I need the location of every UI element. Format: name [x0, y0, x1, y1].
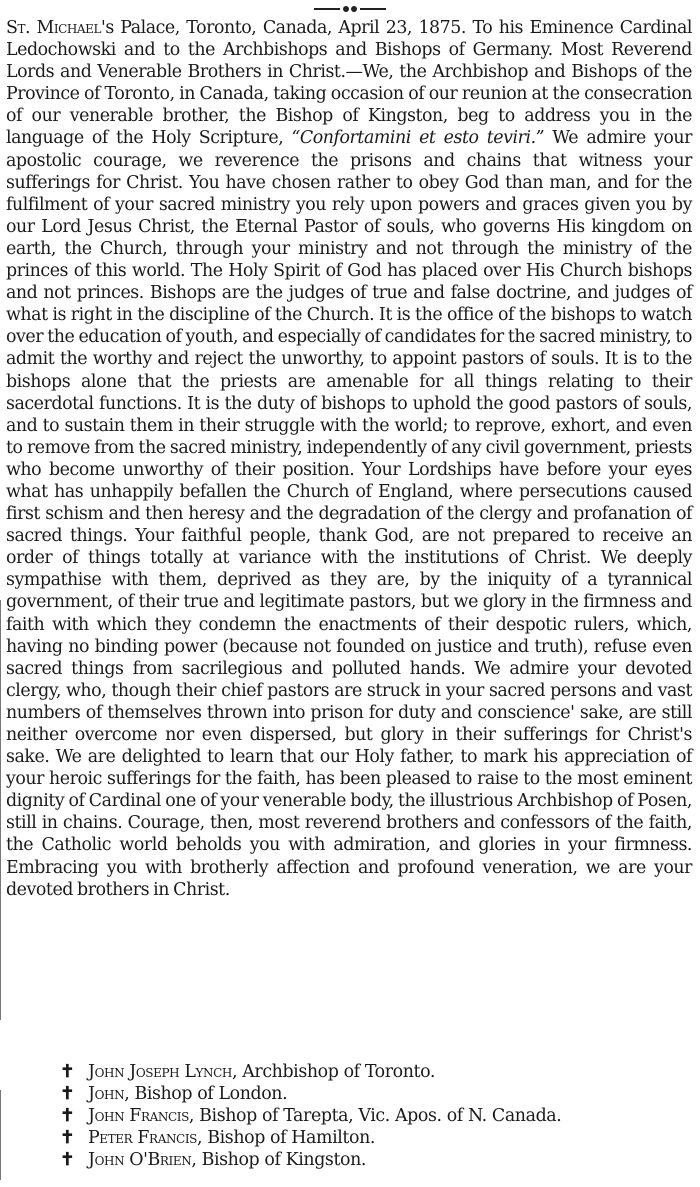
letter-salutation-text: To his Eminence Cardinal Ledochowski and to the Archbishops and Bishops of Germany. Most Reverend Lords and Venerable Brothers in Christ.—We, the Archbishop and Bishops of the Province of Toronto, in Canada, taking occasion of our reunion at the consecration of our venerable brother, the Bishop of Kingston, beg to address you in the language of the Holy Scripture, — [6, 18, 692, 149]
signatory-name: John — [88, 1084, 125, 1105]
signature-line — [60, 1105, 690, 1127]
signature-line — [60, 1083, 690, 1105]
cross-icon: ✝ — [60, 1084, 75, 1105]
signatory-title: , Archbishop of Toronto. — [231, 1062, 436, 1082]
cross-icon: ✝ — [60, 1062, 75, 1082]
signature-line — [60, 1127, 690, 1149]
section-divider-ornament — [0, 2, 700, 16]
letter-place-name: St. Michael — [6, 18, 101, 38]
page-edge-mark — [0, 600, 1, 1020]
signatory-name: John O'Brien — [88, 1150, 192, 1171]
signature-list — [60, 1061, 690, 1171]
signatory-name: John Joseph Lynch — [88, 1062, 232, 1082]
signature-line — [60, 1149, 690, 1171]
cross-icon: ✝ — [60, 1150, 75, 1171]
signature-line — [60, 1061, 690, 1083]
letter-latin-quote: “Confortamini et esto teviri.” — [291, 128, 545, 149]
signatory-title: , Bishop of Tarepta, Vic. Apos. of N. Canada. — [188, 1106, 562, 1127]
signatory-name: Peter Francis — [88, 1128, 197, 1149]
letter-body — [6, 17, 692, 901]
cross-icon: ✝ — [60, 1106, 75, 1127]
signatory-title: , Bishop of Hamilton. — [197, 1128, 376, 1149]
signatory-title: , Bishop of London. — [124, 1084, 288, 1105]
signatory-title: , Bishop of Kingston. — [191, 1150, 367, 1171]
letter-main-text: We admire your apostolic courage, we reverence the prisons and chains that witness your sufferings for Christ. You have chosen rather to obey God than man, and for the fulfilment of your sacred ministry you rely upon powers and graces given you by our Lord Jesus Christ, the Eternal Pastor of souls, who governs His kingdom on earth, the Church, through your ministry and not through the ministry of the princes of this world. The Holy Spirit of God has placed over His Church bishops and not princes. Bishops are the judges of true and false doctrine, and judges of what is right in the discipline of the Church. It is the office of the bishops to watch over the education of youth, and especially of candidates for the sacred ministry, to admit the worthy and reject the unworthy, to appoint pastors of souls. It is to the bishops alone that the priests are amenable for all things relating to their sacerdotal functions. It is the duty of bishops to uphold the good pastors of souls, and to sustain them in their struggle with the world; to reprove, exhort, and even to remove from the sacred ministry, independently of any civil government, priests who become unworthy of their position. Your Lordships have before your eyes what has unhappily befallen the Church of England, where persecutions caused first schism and then heresy and the degradation of the clergy and profanation of sacred things. Your faithful people, thank God, are not prepared to receive an order of things totally at variance with the institutions of Christ. We deeply sympathise with them, deprived as they are, by the iniquity of a tyrannical government, of their true and legitimate pastors, but we glory in the firmness and faith with which they condemn the enactments of their despotic rulers, which, having no binding power (because not founded on justice and truth), refuse even sacred things from sacrilegious and polluted hands. We admire your devoted clergy, who, though their chief pastors are struck in your sacred persons and vast numbers of themselves thrown into prison for duty and conscience' sake, are still neither overcome nor even dispersed, but glory in their sufferings for Christ's sake. We are delighted to learn that our Holy father, to mark his appreciation of your heroic sufferings for the faith, has been pleased to raise to the most eminent dignity of Cardinal one of your venerable body, the illustrious Archbishop of Posen, still in chains. Courage, then, most reverend brothers and confessors of the faith, the Catholic world beholds you with admiration, and glories in your firmness. Embracing you with brotherly affection and profound veneration, we are your devoted brothers in Christ. — [6, 128, 692, 900]
cross-icon: ✝ — [60, 1128, 75, 1149]
page-edge-mark — [0, 1090, 1, 1180]
signatory-name: John Francis — [88, 1106, 189, 1127]
letter-place-date: 's Palace, Toronto, Canada, April 23, 1875. — [100, 18, 466, 38]
